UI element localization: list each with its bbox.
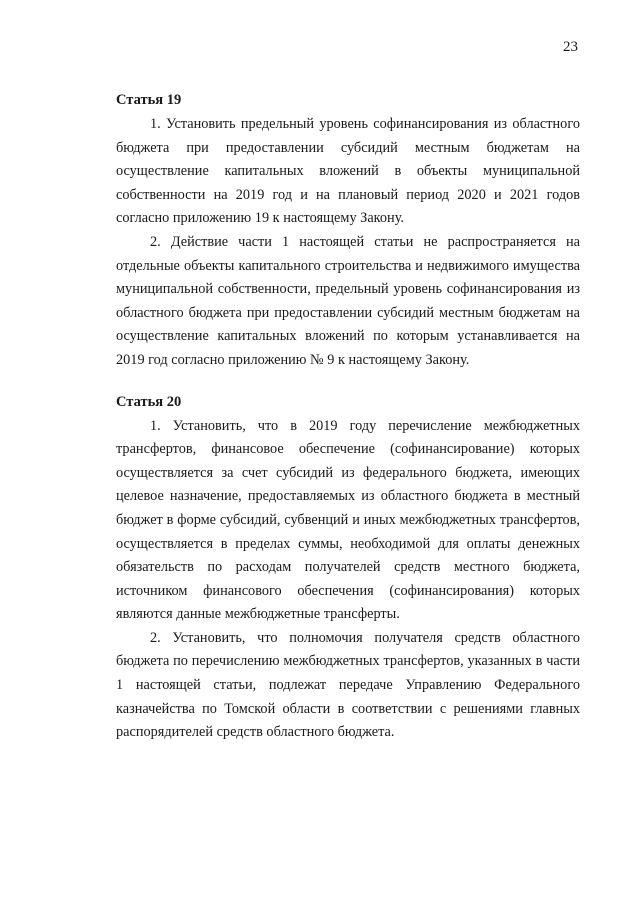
article-paragraph: 1. Установить предельный уровень софинансирования из областного бюджета при предоставлении субсидий местным бюджетам на осуществление капитальных вложений в объекты муниципальной собственности на 2019 год и на плановый период 2020 и 2021 годов согласно приложению 19 к настоящему Закону.: [116, 116, 580, 227]
article-title: Статья 19: [116, 92, 182, 108]
article-paragraph: 1. Установить, что в 2019 году перечисление межбюджетных трансфертов, финансовое обеспечение (софинансирование) которых осуществляется за счет субсидий из федерального бюджета, имеющих целевое назначение, предоставляемых из областного бюджета в местный бюджет в форме субсидий, субвенций и иных межбюджетных трансфертов, осуществляется в пределах суммы, необходимой для оплаты денежных обязательств по расходам получателей средств местного бюджета, источником финансового обеспечения (софинансирования) которых являются данные межбюджетные трансферты.: [116, 417, 580, 623]
article-20: [116, 394, 580, 745]
article-paragraph: 2. Установить, что полномочия получателя средств областного бюджета по перечислению межбюджетных трансфертов, указанных в части 1 настоящей статьи, подлежат передаче Управлению Федерального казначейства по Томской области в соответствии с решениями главных распорядителей средств областного бюджета.: [116, 629, 580, 741]
page-number: 23: [563, 39, 578, 55]
article-19: [116, 92, 580, 373]
document-body: [116, 92, 580, 745]
article-title: Статья 20: [116, 393, 182, 410]
article-paragraph: 2. Действие части 1 настоящей статьи не распространяется на отдельные объекты капитального строительства и недвижимого имущества муниципальной собственности, предельный уровень софинансирования из областного бюджета при предоставлении субсидий местным бюджетам на осуществление капитальных вложений по которым устанавливается на 2019 год согласно приложению № 9 к настоящему Закону.: [116, 233, 580, 368]
